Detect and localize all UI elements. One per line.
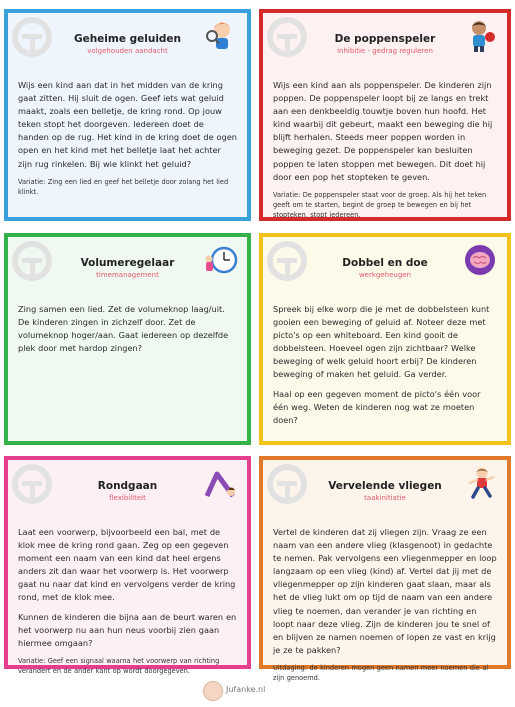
card-note: Uitdaging: de kinderen mogen geen namen meer noemen die al zijn genoemd. <box>273 663 489 682</box>
card-body <box>273 303 497 433</box>
card-body <box>18 79 237 203</box>
card-body <box>273 526 497 689</box>
card-body <box>18 526 237 682</box>
card-body <box>273 79 497 226</box>
card-rondgaan <box>4 456 251 675</box>
card-title: Rondgaan <box>97 480 158 492</box>
avatar <box>203 681 223 701</box>
card-paragraph: Haal op een gegeven moment de picto's één voor één weg. Weten de kinderen nog wat ze moeten doen? <box>273 388 481 425</box>
card-paragraph: Kunnen de kinderen die bijna aan de beurt waren en het voorwerp nu aan hun neus voorbij zien gaan hiermee omgaan? <box>18 611 237 648</box>
card-paragraph: Wijs een kind aan dat in het midden van de kring gaat zitten. Hij sluit de ogen. Geef iets wat geluid maakt, zoals een belletje, de kring rond. Op jouw teken stopt het doorgeven. Iedereen doet de handen op de rug. Het kind in de kring doet de ogen open en het kind met het belletje laat het achter zijn rug rinkelen. Bij wie klinkt het geluid? <box>18 80 237 169</box>
card-subtitle: inhibitie - gedrag reguleren <box>337 47 433 55</box>
card-paragraph: Wijs een kind aan als poppenspeler. De kinderen zijn poppen. De poppenspeler loopt bij ze langs en trekt aan een denkbeeldig touwtje boven hun hoofd. Het kind waarbij dit gebeurt, maakt een beweging die hij blijft herhalen. Steeds meer poppen worden in beweging gezet. De poppenspeler kan besluiten poppen te laten stoppen met bewegen. Dit doet hij door een pop het stopteken te geven. <box>273 80 493 182</box>
card-title: De poppenspeler <box>334 33 436 45</box>
card-subtitle: timemanagement <box>96 271 159 279</box>
card-dobbel-en-doe <box>259 233 511 445</box>
card-subtitle: taakinitiatie <box>364 494 406 502</box>
magnifying-glass-boy-icon <box>203 19 237 53</box>
card-de-poppenspeler <box>259 9 511 221</box>
card-paragraph: Laat een voorwerp, bijvoorbeeld een bal, met de klok mee de kring rond gaan. Zeg op een gegeven moment een naam van een kind dat heel ergens anders zit dan waar het voorwerp is. Het voorwerp gaat nu naar dat kind en vervolgens verder de kring rond, met de klok mee. <box>18 527 236 603</box>
card-note: Variatie: Geef een signaal waarna het voorwerp van richting verandert en de ander kant op wordt doorgegeven. <box>18 656 220 675</box>
card-paragraph: Zing samen een lied. Zet de volumeknop laag/uit. De kinderen zingen in zichzelf door. Zet de volumeknop hoger/aan. Gaat iedereen op dezelfde plek door met hardop zingen? <box>18 304 229 354</box>
brand-name: Jufanke.nl <box>226 685 266 694</box>
card-paragraph: Vertel de kinderen dat zij vliegen zijn. Vraag ze een naam van een andere vlieg (klasgenoot) in gedachte te nemen. Pak vervolgens een vliegenmepper en loop langzaam op een vlieg (kind) af. Vertel dat jij met de vliegenmepper op zijn kinderen gaat slaan, maar als het de vlieg lukt om op tijd de naam van een andere vlieg te noemen, dan verander je van richting en loopt naar deze vlieg. Zijn de kinderen jou te snel of en blijven ze namen noemen of lopen ze vast en krijg je ze te pakken? <box>273 527 497 655</box>
card-title: Geheime geluiden <box>73 33 182 45</box>
card-geheime-geluiden <box>4 9 251 221</box>
card-note: Variatie: De poppenspeler staat voor de groep. Als hij het teken geeft om te starten, begint de groep te bewegen en bij het stopteken, stopt iedereen. <box>273 190 487 219</box>
card-subtitle: werkgeheugen <box>358 271 412 279</box>
card-paragraph: Spreek bij elke worp die je met de dobbelsteen kunt gooien een beweging of geluid af. Noteer deze met picto's op een whiteboard. Een kind gooit de dobbelsteen. Hoeveel ogen zijn zichtbaar? Welke beweging of welk geluid hoort erbij? De kinderen beweging of maken het geluid. Ga verder. <box>273 304 490 380</box>
card-title: Vervelende vliegen <box>328 480 442 492</box>
card-vervelende-vliegen <box>259 456 511 682</box>
card-subtitle: flexibiliteit <box>109 494 146 502</box>
clock-girl-icon <box>203 243 237 277</box>
card-title: Volumeregelaar <box>80 257 175 269</box>
page-footer <box>0 681 515 701</box>
card-note: Variatie: Zing een lied en geef het belletje door zolang het lied klinkt. <box>18 177 229 196</box>
stop-sign-boy-icon <box>463 19 497 53</box>
card-title: Dobbel en doe <box>342 257 428 269</box>
yoga-girl-icon <box>203 466 237 500</box>
card-subtitle: volgehouden aandacht <box>87 47 168 55</box>
running-boy-icon <box>463 466 497 500</box>
card-volumeregelaar <box>4 233 251 445</box>
brain-icon <box>463 243 497 277</box>
card-body <box>18 303 237 361</box>
